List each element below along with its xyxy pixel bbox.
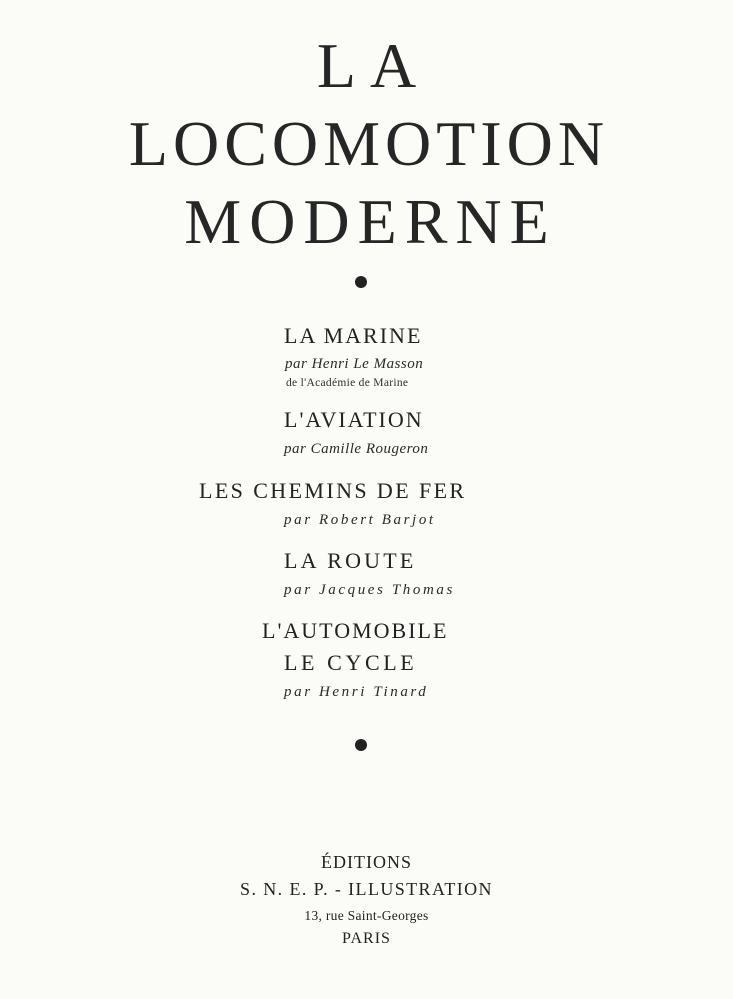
bullet-ornament-top [355, 276, 367, 288]
section-title-automobile: L'AUTOMOBILE [262, 618, 449, 643]
section-author-aviation: par Camille Rougeron [284, 441, 429, 457]
section-note-marine: de l'Académie de Marine [286, 377, 409, 389]
section-author-route: par Jacques Thomas [284, 582, 455, 598]
publisher-name: S. N. E. P. - ILLUSTRATION [240, 879, 493, 899]
section-title-chemins-de-fer: LES CHEMINS DE FER [199, 478, 467, 503]
section-author-automobile: par Henri Tinard [284, 684, 429, 700]
section-author-chemins-de-fer: par Robert Barjot [284, 512, 436, 528]
section-author-marine: par Henri Le Masson [285, 356, 424, 372]
section-title-aviation: L'AVIATION [284, 407, 424, 432]
title-line-1: LA [316, 30, 431, 101]
publisher-editions: ÉDITIONS [321, 852, 412, 872]
section-title-cycle: LE CYCLE [284, 650, 418, 675]
section-title-marine: LA MARINE [284, 323, 423, 348]
publisher-city: PARIS [342, 930, 391, 947]
section-title-route: LA ROUTE [284, 548, 417, 573]
bullet-ornament-bottom [355, 739, 367, 751]
title-line-3: MODERNE [184, 186, 557, 257]
title-line-2: LOCOMOTION [128, 108, 610, 179]
publisher-address: 13, rue Saint-Georges [304, 908, 429, 923]
